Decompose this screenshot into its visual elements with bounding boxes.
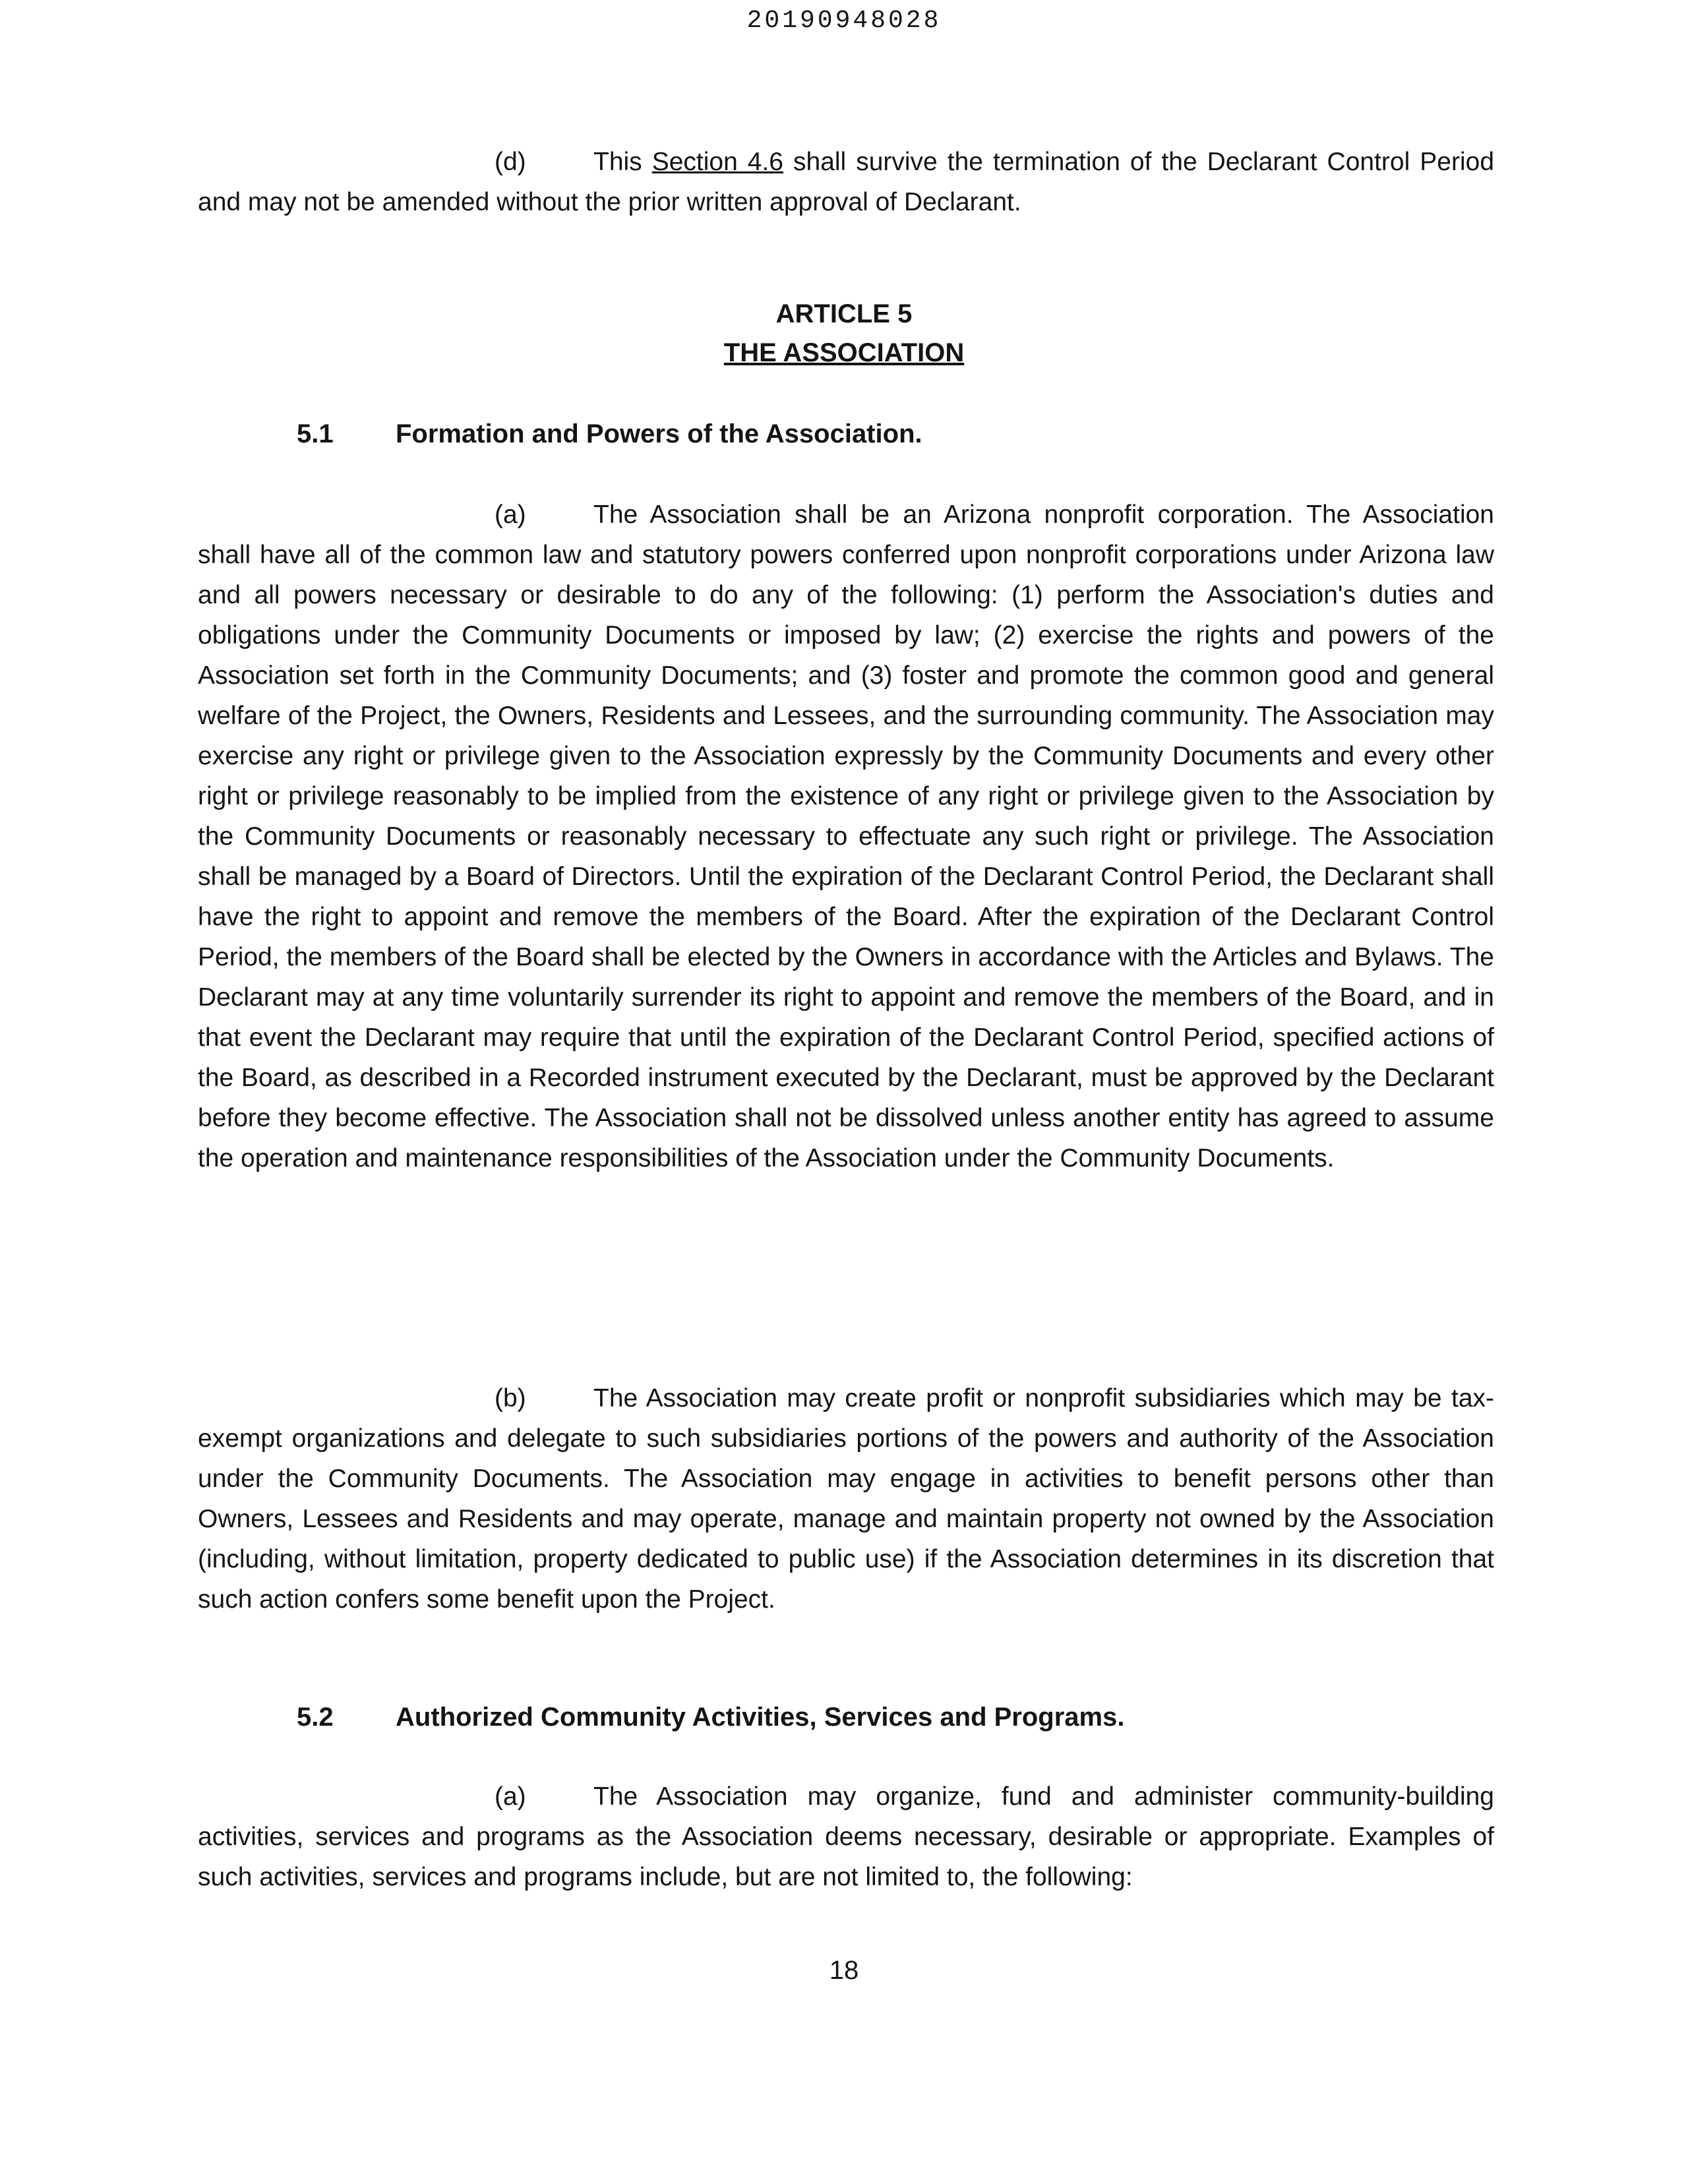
paragraph-label: (a) (495, 501, 526, 529)
paragraph-text: The Association may create profit or nonprofit subsidiaries which may be tax-exempt organizations and delegate to such subsidiaries portions of the powers and authority of the Association under the Community Documents. The Association may engage in activities to benefit persons other than Owners, Lessees and Residents and may operate, manage and maintain property not owned by the Association (including, without limitation, property dedicated to public use) if the Association determines in its discretion that such action confers some benefit upon the Project. (198, 1384, 1494, 1614)
recording-number: 20190948028 (746, 7, 942, 35)
paragraph-label: (a) (495, 1782, 526, 1811)
section-reference: Section 4.6 (651, 148, 783, 176)
section-5-2-heading (297, 1697, 1124, 1737)
article-title-text: THE ASSOCIATION (723, 338, 965, 367)
section-number: 5.2 (297, 1703, 334, 1732)
section-title: Authorized Community Activities, Services and Programs. (396, 1703, 1125, 1732)
paragraph-label: (d) (495, 148, 526, 176)
page-number: 18 (829, 1956, 859, 1985)
section-5-1-a-paragraph (198, 495, 1494, 1178)
paragraph-text-after-ref: shall survive the termination of the Declarant Control Period and may not be amended without the prior written approval of Declarant. (198, 148, 1495, 216)
paragraph-label: (b) (495, 1384, 526, 1412)
paragraph-text-before-ref: This (593, 148, 652, 176)
article-number: ARTICLE 5 (775, 299, 913, 328)
paragraph-text: The Association may organize, fund and administer community-building activities, services and programs as the Association deems necessary, desirable or appropriate. Examples of such activities, services and programs include, but are not limited to, the following: (198, 1782, 1494, 1891)
section-5-2-a-paragraph (198, 1776, 1494, 1897)
section-5-1-b-paragraph (198, 1378, 1494, 1620)
section-title: Formation and Powers of the Association. (396, 419, 922, 448)
section-5-1-heading (297, 414, 922, 454)
paragraph-text: The Association shall be an Arizona nonprofit corporation. The Association shall have all of the common law and statutory powers conferred upon nonprofit corporations under Arizona law and all powers necessary or desirable to do any of the following: (1) perform the Association's duties and obligations under the Community Documents or imposed by law; (2) exercise the rights and powers of the Association set forth in the Community Documents; and (3) foster and promote the common good and general welfare of the Project, the Owners, Residents and Lessees, and the surrounding community. The Association may exercise any right or privilege given to the Association expressly by the Community Documents and every other right or privilege reasonably to be implied from the existence of any right or privilege given to the Association by the Community Documents or reasonably necessary to effectuate any such right or privilege. The Association shall be managed by a Board of Directors. Until the expiration of the Declarant Control Period, the Declarant shall have the right to appoint and remove the members of the Board. After the expiration of the Declarant Control Period, the members of the Board shall be elected by the Owners in accordance with the Articles and Bylaws. The Declarant may at any time voluntarily surrender its right to appoint and remove the members of the Board, and in that event the Declarant may require that until the expiration of the Declarant Control Period, specified actions of the Board, as described in a Recorded instrument executed by the Declarant, must be approved by the Declarant before they become effective. The Association shall not be dissolved unless another entity has agreed to assume the operation and maintenance responsibilities of the Association under the Community Documents. (198, 501, 1494, 1172)
article-title (0, 333, 1688, 373)
section-4-6-d-paragraph (198, 142, 1494, 222)
section-number: 5.1 (297, 419, 334, 448)
